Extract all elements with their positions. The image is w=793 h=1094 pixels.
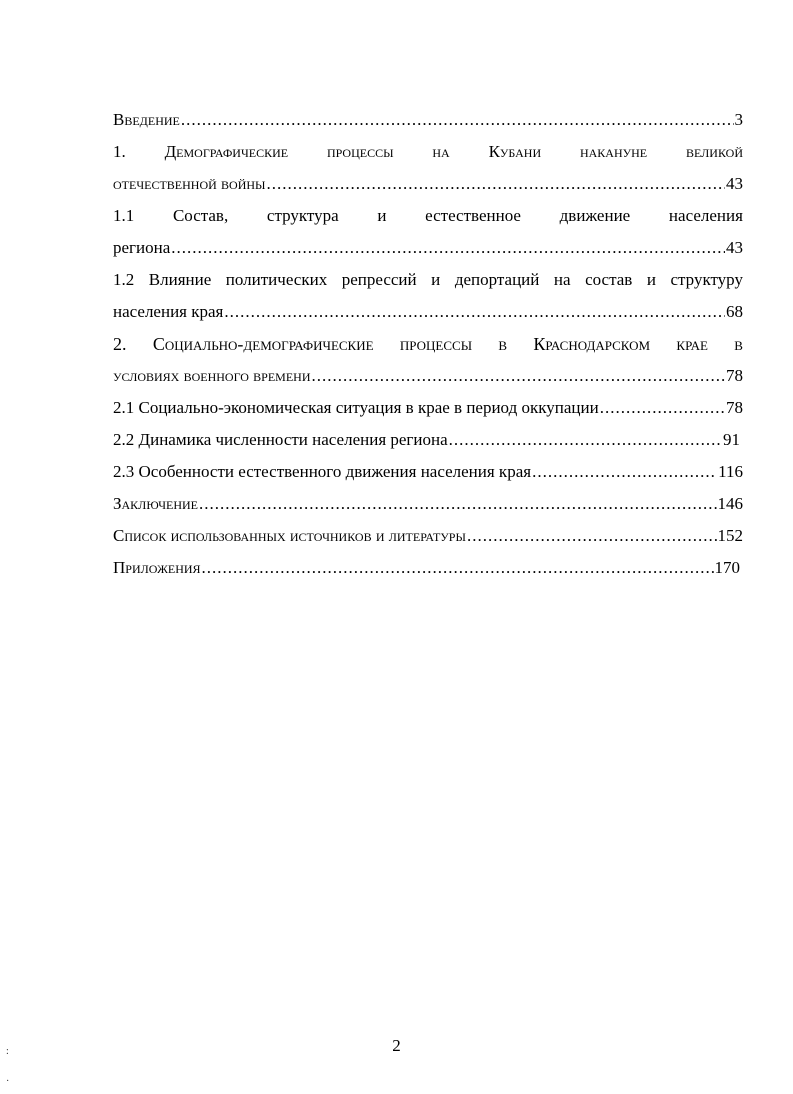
toc-entry-title: Приложения	[113, 558, 201, 577]
table-of-contents	[113, 104, 743, 584]
page-number: 2	[392, 1036, 401, 1055]
toc-entry-page: 3	[734, 110, 743, 129]
toc-entry-section-1-2-line-1	[113, 264, 743, 296]
word: состав	[585, 270, 633, 289]
toc-entry-chapter-1-line-1	[113, 136, 743, 168]
toc-entry-title: 2.2 Динамика численности населения региона	[113, 430, 448, 449]
leader-dots	[312, 360, 726, 392]
leader-dots	[171, 232, 725, 264]
toc-entry-page: 146	[717, 494, 743, 513]
toc-entry-chapter-2-line-2	[113, 360, 743, 392]
leader-dots	[532, 456, 717, 488]
toc-entry-section-2-2	[113, 424, 743, 456]
toc-entry-title: Заключение	[113, 494, 198, 513]
word: Краснодарском	[533, 334, 651, 354]
word: 1.	[113, 142, 126, 161]
word: и	[377, 206, 387, 225]
toc-entry-appendix	[113, 552, 743, 584]
toc-entry-page: 68	[726, 302, 743, 321]
word: великой	[685, 142, 743, 161]
margin-mark: ·	[6, 1076, 10, 1087]
word: 2.	[113, 334, 127, 354]
toc-entry-section-2-1	[113, 392, 743, 424]
toc-entry-section-2-3	[113, 456, 743, 488]
leader-dots	[181, 104, 734, 136]
word: 1.2	[113, 270, 135, 289]
toc-entry-intro	[113, 104, 743, 136]
toc-entry-chapter-1-line-2	[113, 168, 743, 200]
word: процессы	[326, 142, 394, 161]
word: Кубани	[488, 142, 542, 161]
toc-entry-section-1-1-line-1	[113, 200, 743, 232]
word: естественное	[425, 206, 521, 225]
leader-dots	[600, 392, 725, 424]
toc-entry-page: 78	[726, 366, 743, 385]
toc-entry-page: 43	[726, 174, 743, 193]
toc-entry-title: Список использованных источников и литературы	[113, 526, 466, 545]
word: в	[734, 334, 743, 354]
word: накануне	[579, 142, 648, 161]
toc-entry-page: 91	[723, 430, 740, 449]
toc-entry-page: 152	[717, 526, 743, 545]
toc-entry-title: 2.3 Особенности естественного движения населения края	[113, 462, 532, 481]
toc-entry-title: условиях военного времени	[113, 366, 311, 385]
margin-mark: :	[6, 1046, 9, 1057]
toc-entry-title: населения края	[113, 302, 224, 321]
word: на	[432, 142, 450, 161]
toc-entry-page: 170	[714, 558, 740, 577]
word: Демографические	[164, 142, 289, 161]
word: Социально-демографические	[152, 334, 374, 354]
word: процессы	[399, 334, 473, 354]
toc-entry-title: 2.1 Социально-экономическая ситуация в крае в период оккупации	[113, 398, 599, 417]
toc-entry-title: региона	[113, 238, 171, 257]
word: структура	[266, 206, 339, 225]
toc-entry-sources	[113, 520, 743, 552]
toc-entry-title: Введение	[113, 110, 180, 129]
word: 1.1	[113, 206, 135, 225]
word: крае	[676, 334, 708, 354]
toc-entry-page: 43	[726, 238, 743, 257]
toc-entry-section-1-1-line-2	[113, 232, 743, 264]
leader-dots	[449, 424, 722, 456]
leader-dots	[199, 488, 717, 520]
leader-dots	[467, 520, 717, 552]
toc-entry-section-1-2-line-2	[113, 296, 743, 328]
word: Состав,	[172, 206, 229, 225]
toc-entry-title: отечественной войны	[113, 174, 266, 193]
word: репрессий	[341, 270, 417, 289]
leader-dots	[267, 168, 725, 200]
toc-entry-page: 78	[726, 398, 743, 417]
word: в	[498, 334, 508, 354]
toc-entry-conclusion	[113, 488, 743, 520]
word: политических	[225, 270, 328, 289]
leader-dots	[224, 296, 725, 328]
word: Влияние	[148, 270, 212, 289]
word: населения	[668, 206, 743, 225]
word: на	[553, 270, 571, 289]
word: движение	[559, 206, 631, 225]
word: и	[646, 270, 656, 289]
word: и	[431, 270, 441, 289]
word: структуру	[670, 270, 743, 289]
word: депортаций	[454, 270, 540, 289]
leader-dots	[202, 552, 714, 584]
toc-entry-page: 116	[718, 462, 743, 481]
toc-entry-chapter-2-line-1	[113, 328, 743, 360]
